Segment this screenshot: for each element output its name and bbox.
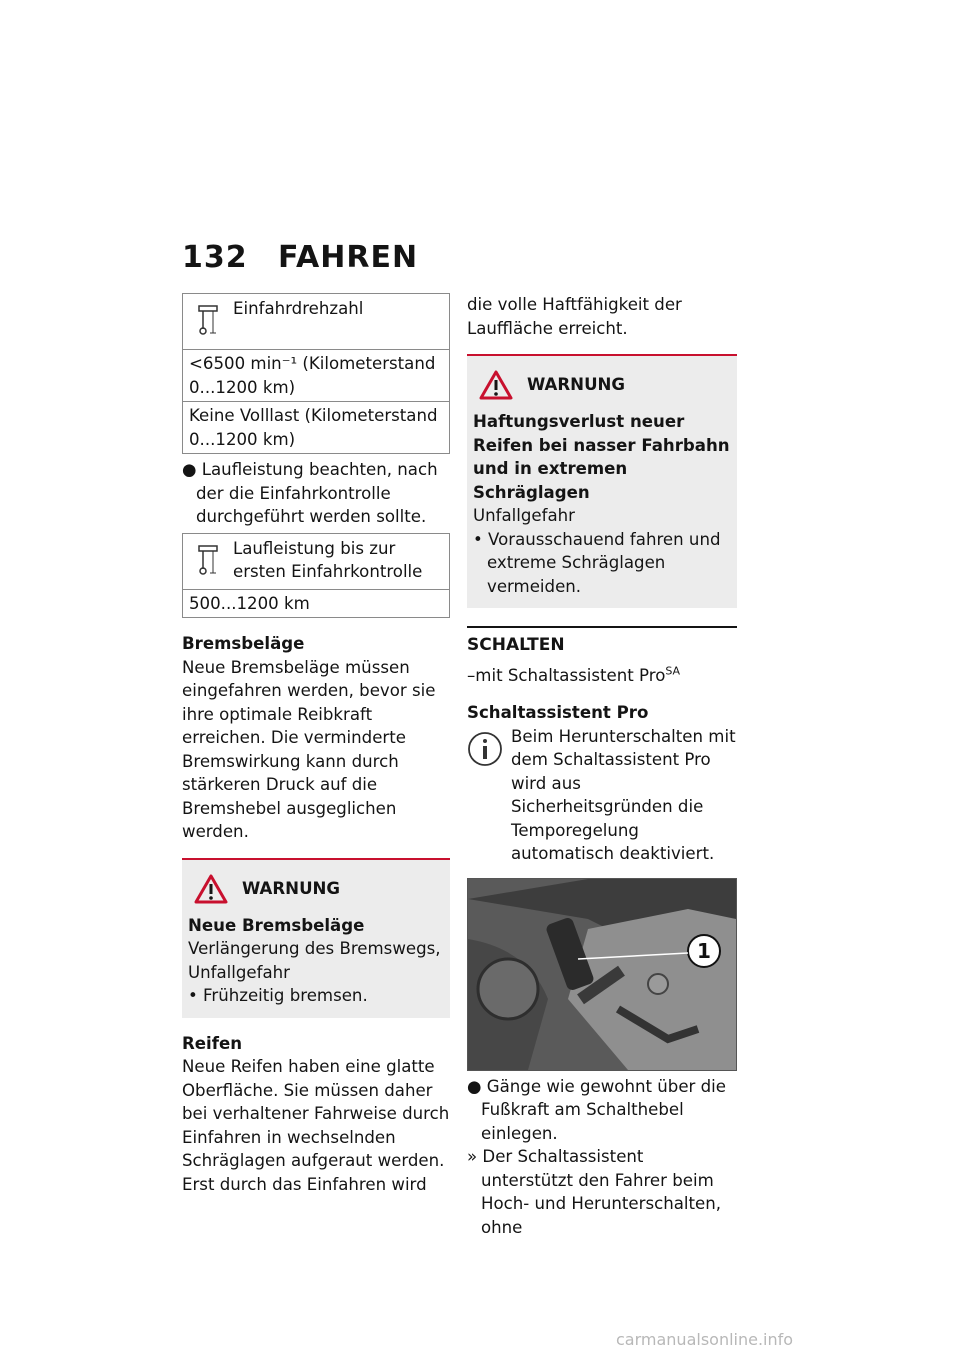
warning-bullet: • Frühzeitig bremsen. — [188, 986, 368, 1005]
assist-heading: Schaltassistent Pro — [467, 703, 649, 722]
spec-row: 500...1200 km — [189, 593, 310, 613]
spec-title: Laufleistung bis zur ersten Einfahrkontrolle — [233, 538, 423, 581]
page-header — [182, 240, 418, 275]
spec-title: Einfahrdrehzahl — [233, 299, 364, 318]
tool-icon — [197, 303, 219, 337]
photo-callout-number: 1 — [697, 938, 711, 963]
warning-bullet: • Vorausschauend fahren und extreme Schräglagen vermeiden. — [473, 529, 721, 596]
info-icon — [467, 731, 503, 767]
continued-text: die volle Haftfähigkeit der Lauffläche erreicht. — [467, 295, 682, 338]
section-subtitle: –mit Schaltassistent Pro$^{SA}$ — [467, 663, 681, 685]
right-column — [467, 293, 737, 1239]
chapter-title: FAHREN — [278, 240, 419, 275]
tires-text: Neue Reifen haben eine glatte Oberfläche. Sie müssen daher bei verhaltener Fahrweise durch Einfahren in wechselnden Schräglagen aufgeraut werden. Erst durch das Einfahren wird — [182, 1057, 450, 1194]
warning-triangle-icon — [194, 874, 228, 904]
spec-row: <6500 min⁻¹ (Kilometerstand 0...1200 km) — [183, 350, 449, 402]
brakes-text: Neue Bremsbeläge müssen eingefahren werden, bevor sie ihre optimale Reibkraft erreichen. Die verminderte Bremswirkung kann durch stärkeren Druck auf die Bremshebel ausgeglichen werden. — [182, 657, 436, 841]
left-column — [182, 293, 450, 1196]
info-text: Beim Herunterschalten mit dem Schaltassistent Pro wird aus Sicherheitsgründen die Temporegelung automatisch deaktiviert. — [511, 726, 736, 863]
warning-title: Neue Bremsbeläge — [188, 915, 365, 935]
spec-table-break-in-speed — [182, 293, 450, 454]
warning-text: Verlängerung des Bremswegs, Unfallgefahr — [188, 939, 441, 982]
bullet-item: ● Laufleistung beachten, nach der die Einfahrkontrolle durchgeführt werden sollte. — [182, 460, 438, 526]
warning-triangle-icon — [479, 370, 513, 400]
result-item: » Der Schaltassistent unterstützt den Fahrer beim Hoch- und Herunterschalten, ohne — [467, 1147, 722, 1237]
spec-row: Keine Volllast (Kilometerstand 0...1200 km) — [189, 406, 438, 449]
warning-box-tires — [467, 354, 737, 608]
bullet-item: ● Gänge wie gewohnt über die Fußkraft am Schalthebel einlegen. — [467, 1076, 726, 1143]
warning-title: Haftungsverlust neuer Reifen bei nasser Fahrbahn und in extremen Schräglagen — [473, 412, 730, 502]
watermark: carmanualsonline.info — [616, 1330, 794, 1349]
photo-illustration — [468, 879, 736, 1070]
warning-text: Unfallgefahr — [473, 506, 575, 525]
warning-label: WARNUNG — [527, 375, 626, 395]
warning-label: WARNUNG — [242, 878, 341, 898]
shift-assistant-photo — [467, 878, 737, 1071]
info-note — [467, 725, 737, 866]
tool-icon — [197, 543, 219, 577]
spec-table-mileage — [182, 533, 450, 619]
brakes-heading: Bremsbeläge — [182, 634, 305, 653]
section-title: SCHALTEN — [467, 626, 737, 658]
sa-superscript: SA — [665, 663, 681, 677]
warning-box-brakes — [182, 858, 450, 1018]
page-number: 132 — [182, 240, 248, 275]
tires-heading: Reifen — [182, 1033, 243, 1053]
